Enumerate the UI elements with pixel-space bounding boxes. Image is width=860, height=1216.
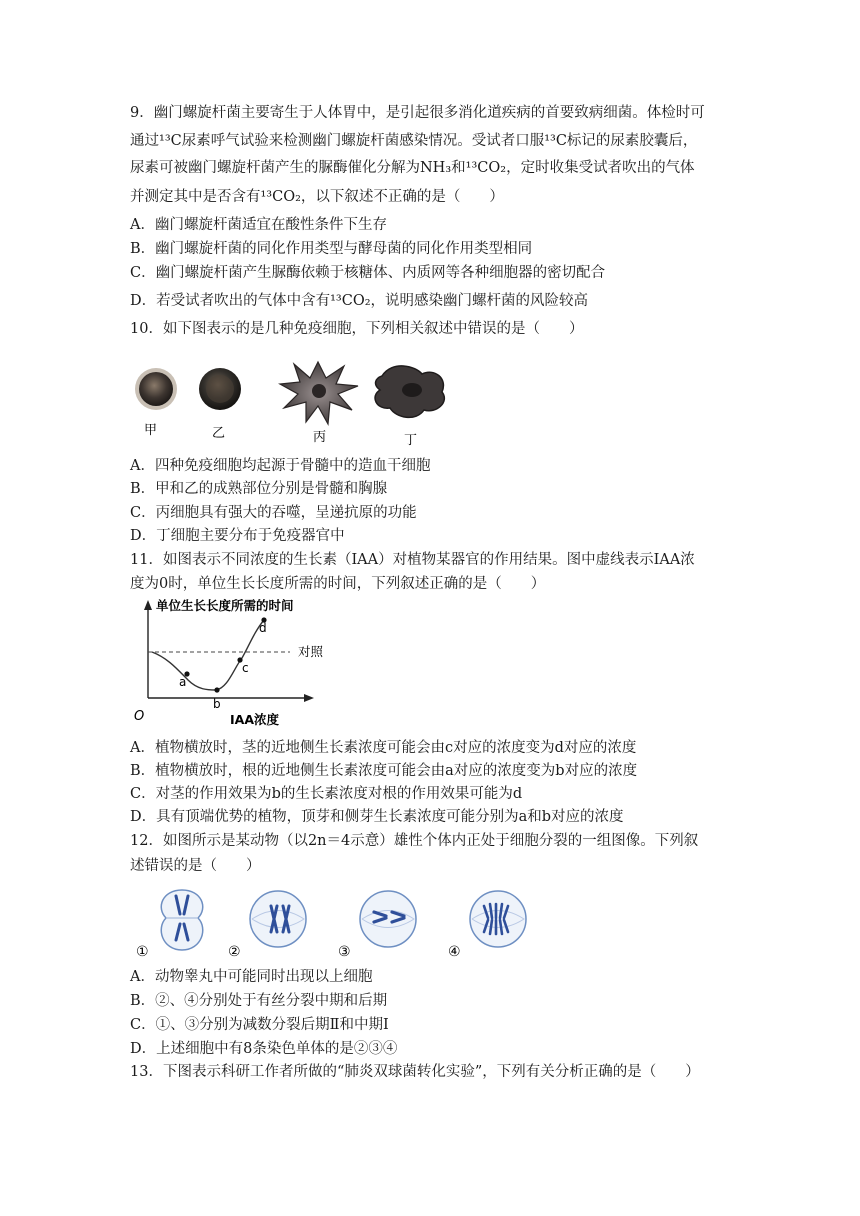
q12-stem-line-1: 12．如图所示是某动物（以2n＝4示意）雄性个体内正处于细胞分裂的一组图像。下列叙	[130, 833, 699, 849]
q11-option-c: C．对茎的作用效果为b的生长素浓度对根的作用效果可能为d	[130, 786, 523, 802]
q9-stem-line-2: 通过¹³C尿素呼气试验来检测幽门螺旋杆菌感染情况。受试者口服¹³C标记的尿素胶囊后，	[130, 133, 698, 149]
q13-stem: 13．下图表示科研工作者所做的“肺炎双球菌转化实验”，下列有关分析正确的是（ ）	[130, 1064, 700, 1080]
label-c: c	[242, 661, 249, 675]
cell-yi-icon	[199, 368, 241, 410]
q12-option-d: D．上述细胞中有8条染色单体的是②③④	[130, 1041, 398, 1057]
label-b: b	[213, 697, 221, 711]
q11-option-d: D．具有顶端优势的植物，顶芽和侧芽生长素浓度可能分别为a和b对应的浓度	[130, 809, 624, 825]
point-b	[214, 687, 219, 692]
division-cell-3-icon	[360, 891, 416, 947]
q10-option-a: A．四种免疫细胞均起源于骨髓中的造血干细胞	[130, 458, 431, 474]
q11-stem-line-1: 11．如图表示不同浓度的生长素（IAA）对植物某器官的作用结果。图中虚线表示IAA浓	[130, 552, 695, 568]
response-curve	[152, 620, 264, 690]
q11-option-b: B．植物横放时，根的近地侧生长素浓度可能会由a对应的浓度变为b对应的浓度	[130, 763, 638, 779]
q12-option-b: B．②、④分别处于有丝分裂中期和后期	[130, 993, 388, 1009]
graph-xlabel: IAA浓度	[230, 712, 279, 727]
division-cell-4-icon	[470, 891, 526, 947]
iaa-growth-graph	[130, 596, 350, 732]
q12-option-a: A．动物睾丸中可能同时出现以上细胞	[130, 969, 373, 985]
cell-jia-icon	[135, 368, 177, 410]
y-axis-arrow-icon	[144, 600, 152, 610]
q9-option-d: D．若受试者吹出的气体中含有¹³CO₂，说明感染幽门螺杆菌的风险较高	[130, 293, 589, 309]
division-label-1: ①	[136, 944, 149, 960]
cell-bing-icon	[280, 362, 358, 424]
q12-option-c: C．①、③分别为减数分裂后期Ⅱ和中期Ⅰ	[130, 1017, 389, 1033]
label-d: d	[259, 621, 267, 635]
cell-ding-icon	[375, 366, 444, 417]
cell-label-jia: 甲	[144, 423, 158, 438]
cell-label-yi: 乙	[212, 426, 226, 441]
division-label-4: ④	[448, 944, 461, 960]
q11-stem-line-2: 度为0时，单位生长长度所需的时间，下列叙述正确的是（ ）	[130, 576, 546, 592]
immune-cells-figure	[130, 352, 470, 450]
graph-origin: O	[134, 709, 145, 724]
q9-stem-line-3: 尿素可被幽门螺旋杆菌产生的脲酶催化分解为NH₃和¹³CO₂，定时收集受试者吹出的气体	[130, 160, 695, 176]
graph-control-label: 对照	[298, 644, 324, 659]
division-label-2: ②	[228, 944, 241, 960]
cell-division-figure	[130, 882, 540, 962]
cell-label-bing: 丙	[313, 430, 327, 445]
q9-option-a: A．幽门螺旋杆菌适宜在酸性条件下生存	[130, 217, 387, 233]
division-label-3: ③	[338, 944, 351, 960]
q9-stem-line-4: 并测定其中是否含有¹³CO₂，以下叙述不正确的是（ ）	[130, 189, 504, 205]
q10-stem: 10．如下图表示的是几种免疫细胞，下列相关叙述中错误的是（ ）	[130, 321, 584, 337]
graph-ylabel: 单位生长长度所需的时间	[156, 598, 294, 613]
q9-option-b: B．幽门螺旋杆菌的同化作用类型与酵母菌的同化作用类型相同	[130, 241, 533, 257]
label-a: a	[179, 675, 187, 689]
q10-option-b: B．甲和乙的成熟部位分别是骨髓和胸腺	[130, 481, 388, 497]
q11-option-a: A．植物横放时，茎的近地侧生长素浓度可能会由c对应的浓度变为d对应的浓度	[130, 740, 637, 756]
q9-option-c: C．幽门螺旋杆菌产生脲酶依赖于核糖体、内质网等各种细胞器的密切配合	[130, 265, 606, 281]
q12-stem-line-2: 述错误的是（ ）	[130, 858, 261, 874]
q10-option-c: C．丙细胞具有强大的吞噬，呈递抗原的功能	[130, 505, 417, 521]
q10-option-d: D．丁细胞主要分布于免疫器官中	[130, 528, 345, 544]
cell-label-ding: 丁	[404, 433, 418, 448]
division-cell-1-icon	[161, 890, 203, 950]
q9-stem-line-1: 9．幽门螺旋杆菌主要寄生于人体胃中，是引起很多消化道疾病的首要致病细菌。体检时可	[130, 105, 705, 121]
division-cell-2-icon	[250, 891, 306, 947]
x-axis-arrow-icon	[304, 694, 314, 702]
